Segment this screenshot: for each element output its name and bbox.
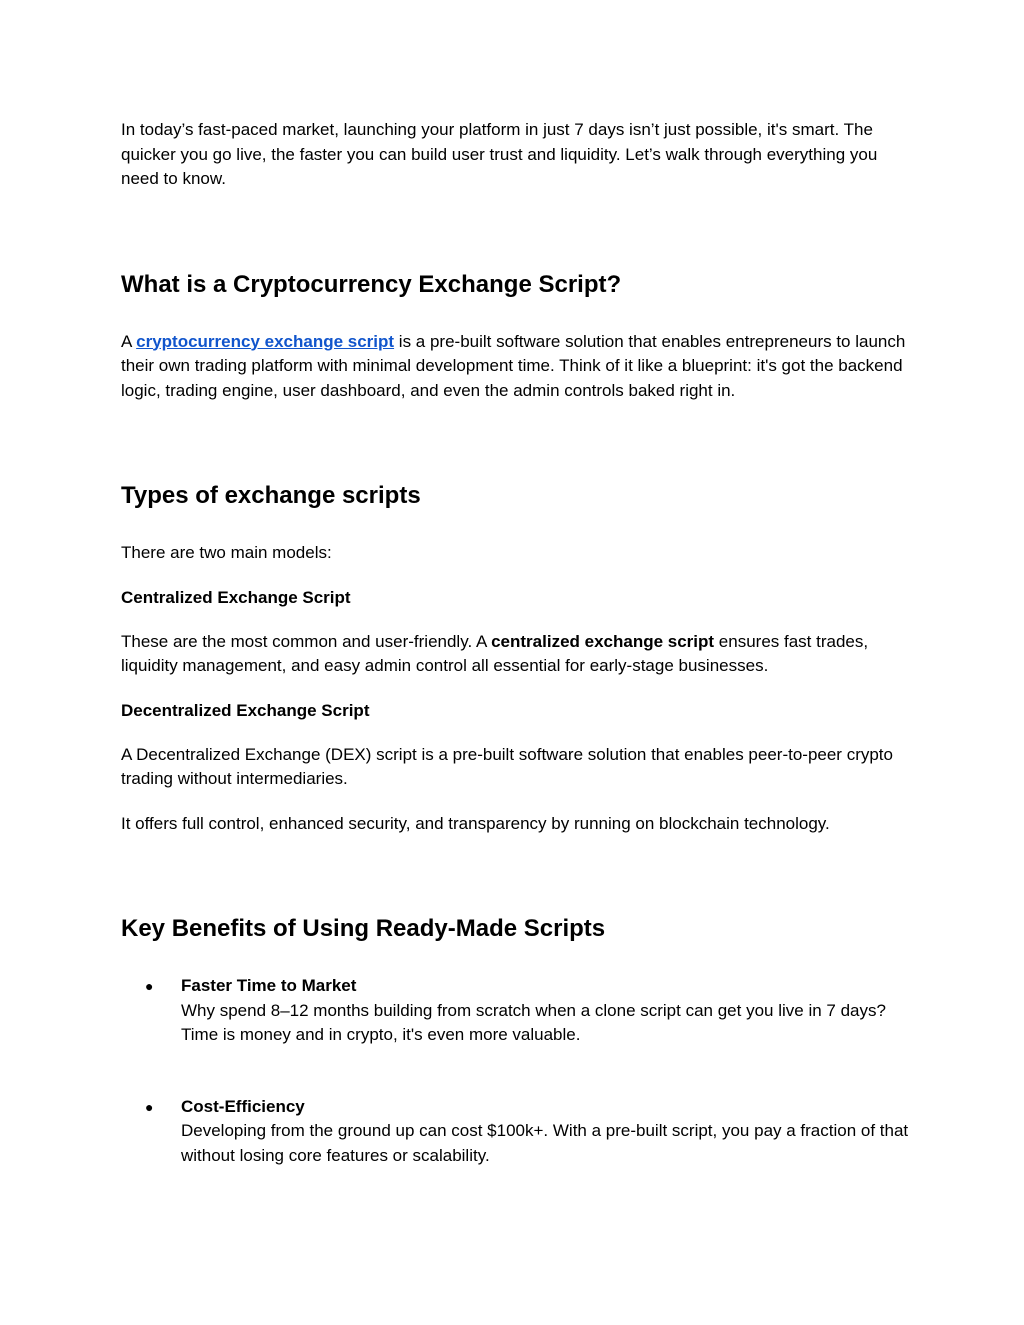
- decentralized-paragraph-1: A Decentralized Exchange (DEX) script is a pre-built software solution that enables peer-to-peer crypto trading without intermediaries.: [121, 744, 893, 788]
- bullet-icon: ●: [145, 978, 154, 994]
- what-is-prefix: A: [121, 331, 137, 351]
- types-intro: There are two main models:: [121, 543, 332, 562]
- centralized-bold-term: centralized exchange script: [491, 631, 715, 651]
- decentralized-paragraph-2: It offers full control, enhanced security, and transparency by running on blockchain technology.: [121, 813, 830, 833]
- intro-paragraph: In today’s fast-paced market, launching your platform in just 7 days isn’t just possible, it's smart. The quicker you go live, the faster you can build user trust and liquidity. Let’s walk through everything you need to know.: [121, 120, 878, 188]
- benefits-list: [121, 974, 911, 1168]
- benefits-heading: Key Benefits of Using Ready-Made Scripts: [121, 915, 606, 942]
- decentralized-heading: Decentralized Exchange Script: [121, 700, 370, 720]
- document-page: [121, 118, 911, 1168]
- what-is-suffix: is a pre-built software solution that enables entrepreneurs to launch their own trading platform with minimal development time. Think of it like a blueprint: it's got the backend logic, trading engine, user dashboard, and even the admin controls baked right in.: [121, 331, 906, 400]
- benefit-description: Why spend 8–12 months building from scratch when a clone script can get you live in 7 days? Time is money and in crypto, it's even more valuable.: [181, 1000, 886, 1044]
- centralized-heading: Centralized Exchange Script: [121, 587, 351, 607]
- benefit-title: Cost-Efficiency: [181, 1096, 305, 1116]
- types-heading: Types of exchange scripts: [121, 482, 421, 509]
- centralized-paragraph: [121, 630, 911, 679]
- list-item: [121, 974, 911, 1048]
- list-item: [121, 1095, 911, 1169]
- benefit-title: Faster Time to Market: [181, 976, 357, 995]
- centralized-text-before: These are the most common and user-friendly. A: [121, 631, 492, 651]
- bullet-icon: ●: [145, 1098, 154, 1115]
- cryptocurrency-exchange-script-link[interactable]: cryptocurrency exchange script: [136, 331, 395, 351]
- benefit-description: Developing from the ground up can cost $100k+. With a pre-built script, you pay a fraction of that without losing core features or scalability.: [181, 1121, 909, 1165]
- what-is-heading: What is a Cryptocurrency Exchange Script?: [121, 270, 622, 298]
- centralized-text-after: ensures fast trades, liquidity management, and easy admin control all essential for early-stage businesses.: [121, 631, 869, 675]
- what-is-paragraph: [121, 330, 911, 404]
